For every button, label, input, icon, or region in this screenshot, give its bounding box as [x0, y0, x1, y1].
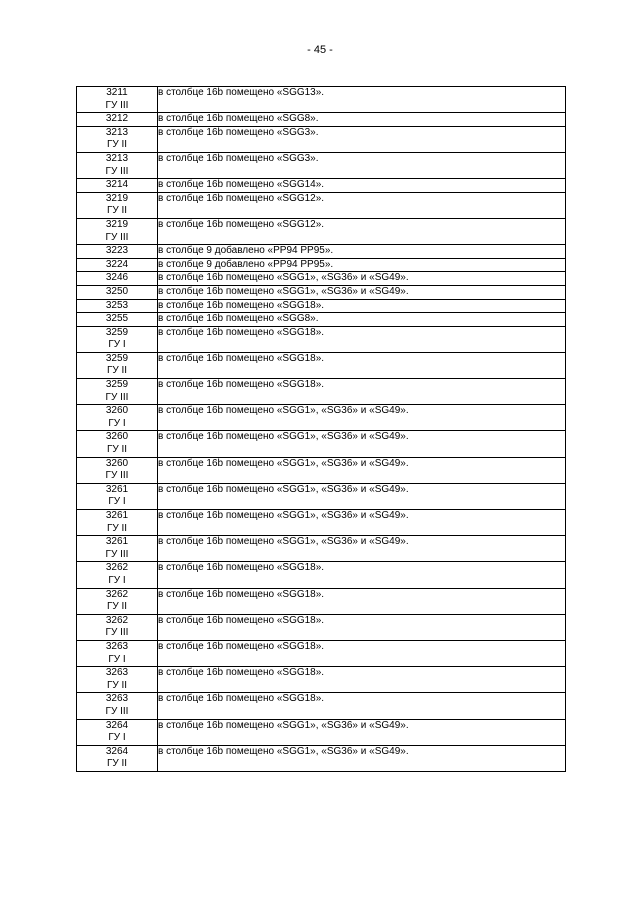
entry-code-cell — [77, 87, 158, 113]
table-row — [77, 179, 566, 193]
packing-group: ГУ III — [105, 627, 129, 639]
entry-code: 3260 — [105, 457, 129, 469]
packing-group: ГУ I — [108, 732, 126, 744]
entry-code: 3259 — [105, 326, 129, 338]
packing-group: ГУ II — [106, 522, 128, 534]
entry-code-cell — [77, 745, 158, 771]
amendment-text: в столбце 16b помещено «SGG12». — [158, 192, 566, 218]
entry-code-cell — [77, 562, 158, 588]
entry-code: 3219 — [105, 192, 129, 204]
packing-group: ГУ II — [106, 758, 128, 770]
packing-group: ГУ II — [106, 365, 128, 377]
entry-code: 3224 — [105, 258, 129, 270]
entry-code-cell — [77, 588, 158, 614]
table-row — [77, 285, 566, 299]
table-row — [77, 640, 566, 666]
amendment-text: в столбце 16b помещено «SGG18». — [158, 588, 566, 614]
entry-code-cell — [77, 272, 158, 286]
entry-code: 3223 — [105, 245, 129, 257]
amendment-text: в столбце 16b помещено «SGG18». — [158, 562, 566, 588]
entry-code: 3260 — [105, 431, 129, 443]
table-row — [77, 562, 566, 588]
table-row — [77, 614, 566, 640]
entry-code: 3262 — [105, 588, 129, 600]
packing-group: ГУ I — [108, 653, 126, 665]
packing-group: ГУ I — [108, 339, 126, 351]
entry-code: 3213 — [105, 126, 129, 138]
amendment-text: в столбце 9 добавлено «PP94 PP95». — [158, 245, 566, 259]
entry-code: 3263 — [105, 693, 129, 705]
entry-code: 3213 — [105, 152, 129, 164]
entry-code: 3261 — [105, 483, 129, 495]
entry-code-cell — [77, 536, 158, 562]
entry-code: 3253 — [105, 299, 129, 311]
entry-code-cell — [77, 352, 158, 378]
entry-code-cell — [77, 405, 158, 431]
table-row — [77, 218, 566, 244]
entry-code-cell — [77, 218, 158, 244]
table-row — [77, 536, 566, 562]
amendment-text: в столбце 16b помещено «SGG8». — [158, 113, 566, 127]
amendment-text: в столбце 16b помещено «SGG18». — [158, 352, 566, 378]
amendment-text: в столбце 16b помещено «SGG1», «SG36» и «SG49». — [158, 405, 566, 431]
table-row — [77, 588, 566, 614]
packing-group: ГУ II — [106, 139, 128, 151]
amendment-text: в столбце 16b помещено «SGG18». — [158, 693, 566, 719]
table-row — [77, 299, 566, 313]
packing-group: ГУ III — [105, 165, 129, 177]
amendment-text: в столбце 16b помещено «SGG3». — [158, 126, 566, 152]
amendment-text: в столбце 16b помещено «SGG18». — [158, 299, 566, 313]
amendment-text: в столбце 16b помещено «SGG18». — [158, 326, 566, 352]
packing-group: ГУ II — [106, 601, 128, 613]
amendment-text: в столбце 16b помещено «SGG18». — [158, 640, 566, 666]
amendment-text: в столбце 16b помещено «SGG1», «SG36» и «SG49». — [158, 457, 566, 483]
amendment-text: в столбце 16b помещено «SGG1», «SG36» и «SG49». — [158, 719, 566, 745]
packing-group: ГУ III — [105, 231, 129, 243]
amendment-text: в столбце 16b помещено «SGG18». — [158, 667, 566, 693]
entry-code-cell — [77, 693, 158, 719]
entry-code-cell — [77, 245, 158, 259]
packing-group: ГУ II — [106, 444, 128, 456]
entry-code: 3263 — [105, 667, 129, 679]
table-row — [77, 457, 566, 483]
entry-code-cell — [77, 285, 158, 299]
entry-code-cell — [77, 457, 158, 483]
table-row — [77, 245, 566, 259]
amendments-table — [76, 86, 566, 772]
packing-group: ГУ I — [108, 417, 126, 429]
packing-group: ГУ II — [106, 205, 128, 217]
entry-code-cell — [77, 192, 158, 218]
entry-code-cell — [77, 640, 158, 666]
amendment-text: в столбце 16b помещено «SGG1», «SG36» и «SG49». — [158, 745, 566, 771]
entry-code-cell — [77, 510, 158, 536]
entry-code: 3264 — [105, 719, 129, 731]
entry-code: 3262 — [105, 614, 129, 626]
entry-code-cell — [77, 179, 158, 193]
table-row — [77, 510, 566, 536]
packing-group: ГУ III — [105, 391, 129, 403]
table-row — [77, 258, 566, 272]
packing-group: ГУ III — [105, 470, 129, 482]
entry-code-cell — [77, 431, 158, 457]
amendment-text: в столбце 16b помещено «SGG12». — [158, 218, 566, 244]
entry-code-cell — [77, 326, 158, 352]
amendment-text: в столбце 16b помещено «SGG14». — [158, 179, 566, 193]
amendments-table-body — [77, 87, 566, 772]
amendment-text: в столбце 9 добавлено «PP94 PP95». — [158, 258, 566, 272]
page-number: - 45 - — [307, 44, 333, 56]
amendment-text: в столбце 16b помещено «SGG1», «SG36» и «SG49». — [158, 285, 566, 299]
amendment-text: в столбце 16b помещено «SGG1», «SG36» и «SG49». — [158, 431, 566, 457]
table-row — [77, 326, 566, 352]
amendment-text: в столбце 16b помещено «SGG1», «SG36» и «SG49». — [158, 510, 566, 536]
entry-code-cell — [77, 258, 158, 272]
entry-code-cell — [77, 379, 158, 405]
entry-code: 3259 — [105, 352, 129, 364]
packing-group: ГУ III — [105, 548, 129, 560]
amendment-text: в столбце 16b помещено «SGG8». — [158, 313, 566, 327]
amendment-text: в столбце 16b помещено «SGG13». — [158, 87, 566, 113]
entry-code: 3263 — [105, 640, 129, 652]
amendment-text: в столбце 16b помещено «SGG3». — [158, 152, 566, 178]
table-row — [77, 667, 566, 693]
entry-code: 3260 — [105, 405, 129, 417]
entry-code: 3219 — [105, 218, 129, 230]
table-row — [77, 405, 566, 431]
table-row — [77, 745, 566, 771]
entry-code: 3211 — [106, 87, 128, 98]
entry-code: 3264 — [105, 745, 129, 757]
amendment-text: в столбце 16b помещено «SGG18». — [158, 614, 566, 640]
entry-code-cell — [77, 113, 158, 127]
entry-code-cell — [77, 313, 158, 327]
amendment-text: в столбце 16b помещено «SGG1», «SG36» и «SG49». — [158, 272, 566, 286]
table-row — [77, 693, 566, 719]
entry-code: 3259 — [105, 379, 129, 391]
table-row — [77, 719, 566, 745]
entry-code-cell — [77, 667, 158, 693]
table-row — [77, 352, 566, 378]
entry-code: 3262 — [105, 562, 129, 574]
amendment-text: в столбце 16b помещено «SGG1», «SG36» и «SG49». — [158, 483, 566, 509]
entry-code-cell — [77, 483, 158, 509]
table-row — [77, 313, 566, 327]
entry-code: 3212 — [105, 113, 129, 125]
table-row — [77, 126, 566, 152]
entry-code-cell — [77, 299, 158, 313]
amendment-text: в столбце 16b помещено «SGG18». — [158, 379, 566, 405]
entry-code-cell — [77, 126, 158, 152]
entry-code: 3261 — [105, 536, 129, 548]
entry-code: 3255 — [105, 313, 129, 325]
packing-group: ГУ II — [106, 679, 128, 691]
packing-group: ГУ III — [105, 705, 129, 717]
packing-group: ГУ I — [108, 496, 126, 508]
table-row — [77, 431, 566, 457]
table-row — [77, 152, 566, 178]
packing-group: ГУ I — [108, 574, 126, 586]
entry-code-cell — [77, 719, 158, 745]
entry-code-cell — [77, 614, 158, 640]
table-row — [77, 87, 566, 113]
amendment-text: в столбце 16b помещено «SGG1», «SG36» и «SG49». — [158, 536, 566, 562]
table-row — [77, 192, 566, 218]
entry-code-cell — [77, 152, 158, 178]
table-row — [77, 379, 566, 405]
table-row — [77, 483, 566, 509]
entry-code: 3214 — [105, 179, 129, 191]
entry-code: 3246 — [105, 272, 129, 284]
packing-group: ГУ III — [105, 99, 129, 111]
entry-code: 3261 — [105, 510, 129, 521]
table-row — [77, 272, 566, 286]
entry-code: 3250 — [105, 285, 129, 297]
table-row — [77, 113, 566, 127]
